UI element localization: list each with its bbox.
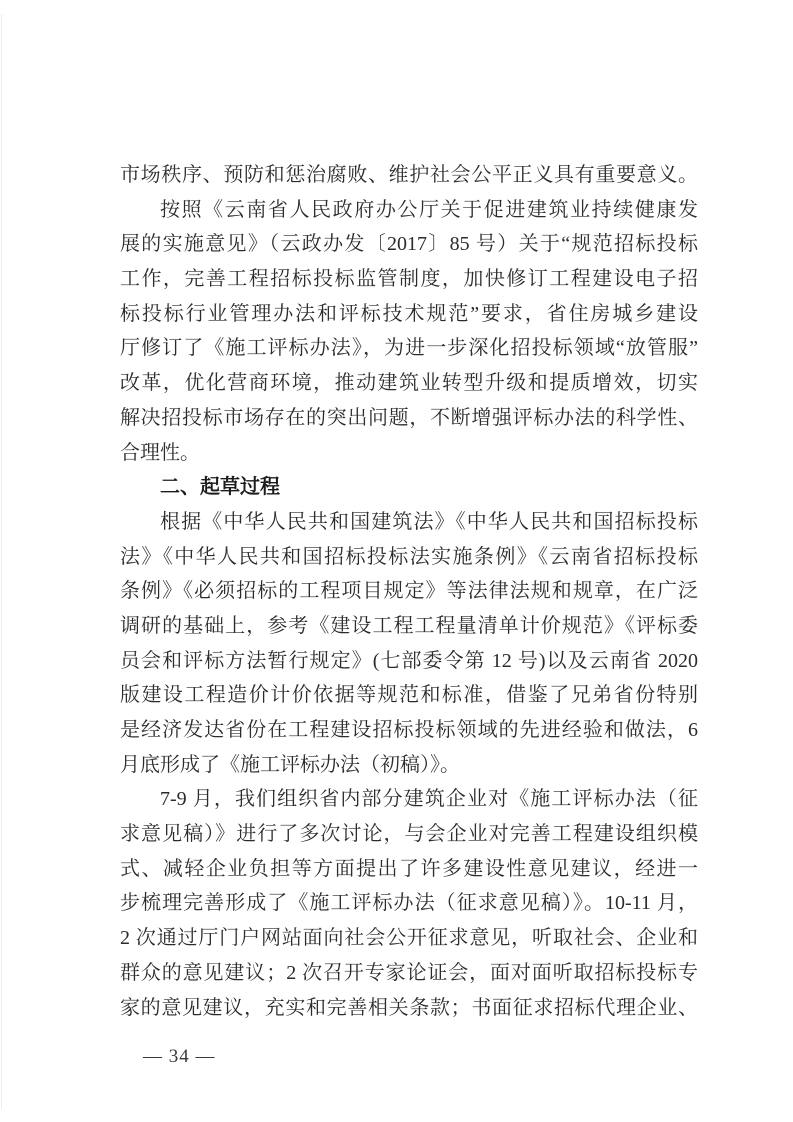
text-line: 根据《中华人民共和国建筑法》《中华人民共和国招标投标 xyxy=(160,510,698,533)
text-line: 步梳理完善形成了《施工评标办法（征求意见稿）》。10-11 月， xyxy=(120,892,698,915)
text-line: 市场秩序、预防和惩治腐败、维护社会公平正义具有重要意义。 xyxy=(120,164,698,186)
text-line: 法》《中华人民共和国招标投标法实施条例》《云南省招标投标 xyxy=(120,545,698,568)
text-line: 是经济发达省份在工程建设招标投标领域的先进经验和做法，6 xyxy=(120,719,698,741)
text-line: 工作，完善工程招标投标监管制度，加快修订工程建设电子招 xyxy=(120,268,698,291)
text-line: 厅修订了《施工评标办法》，为进一步深化招投标领域“放管服” xyxy=(120,337,698,360)
document-text-block xyxy=(120,158,698,1025)
text-line: 调研的基础上，参考《建设工程工程量清单计价规范》《评标委 xyxy=(120,614,698,637)
text-line: 7-9 月，我们组织省内部分建筑企业对《施工评标办法（征 xyxy=(160,788,698,811)
text-line: 月底形成了《施工评标办法（初稿）》。 xyxy=(120,753,460,776)
text-line: 按照《云南省人民政府办公厅关于促进建筑业持续健康发 xyxy=(160,198,698,221)
text-line: 解决招投标市场存在的突出问题，不断增强评标办法的科学性、 xyxy=(120,406,698,429)
text-line: 展的实施意见》（云政办发〔2017〕85 号）关于“规范招标投标 xyxy=(120,233,698,256)
scan-edge-artifact xyxy=(1,14,2,1109)
text-line: 求意见稿）》进行了多次讨论，与会企业对完善工程建设组织模 xyxy=(120,823,698,846)
text-line: 群众的意见建议；2 次召开专家论证会，面对面听取招标投标专 xyxy=(120,961,698,984)
text-line: 标投标行业管理办法和评标技术规范”要求，省住房城乡建设 xyxy=(120,302,698,325)
text-line: 员会和评标方法暂行规定》(七部委令第 12 号)以及云南省 2020 xyxy=(120,649,698,672)
text-line: 版建设工程造价计价依据等规范和标准，借鉴了兄弟省份特别 xyxy=(120,684,698,707)
page-number: — 34 — xyxy=(143,1046,216,1067)
text-line: 2 次通过厅门户网站面向社会公开征求意见，听取社会、企业和 xyxy=(120,927,698,950)
text-line: 合理性。 xyxy=(120,441,200,464)
text-line: 家的意见建议，充实和完善相关条款；书面征求招标代理企业、 xyxy=(120,996,698,1019)
text-line: 条例》《必须招标的工程项目规定》等法律法规和规章，在广泛 xyxy=(120,580,698,603)
text-line: 改革，优化营商环境，推动建筑业转型升级和提质增效，切实 xyxy=(120,372,698,395)
text-line: 式、减轻企业负担等方面提出了许多建设性意见建议，经进一 xyxy=(120,857,698,880)
section-heading: 二、起草过程 xyxy=(160,476,280,499)
